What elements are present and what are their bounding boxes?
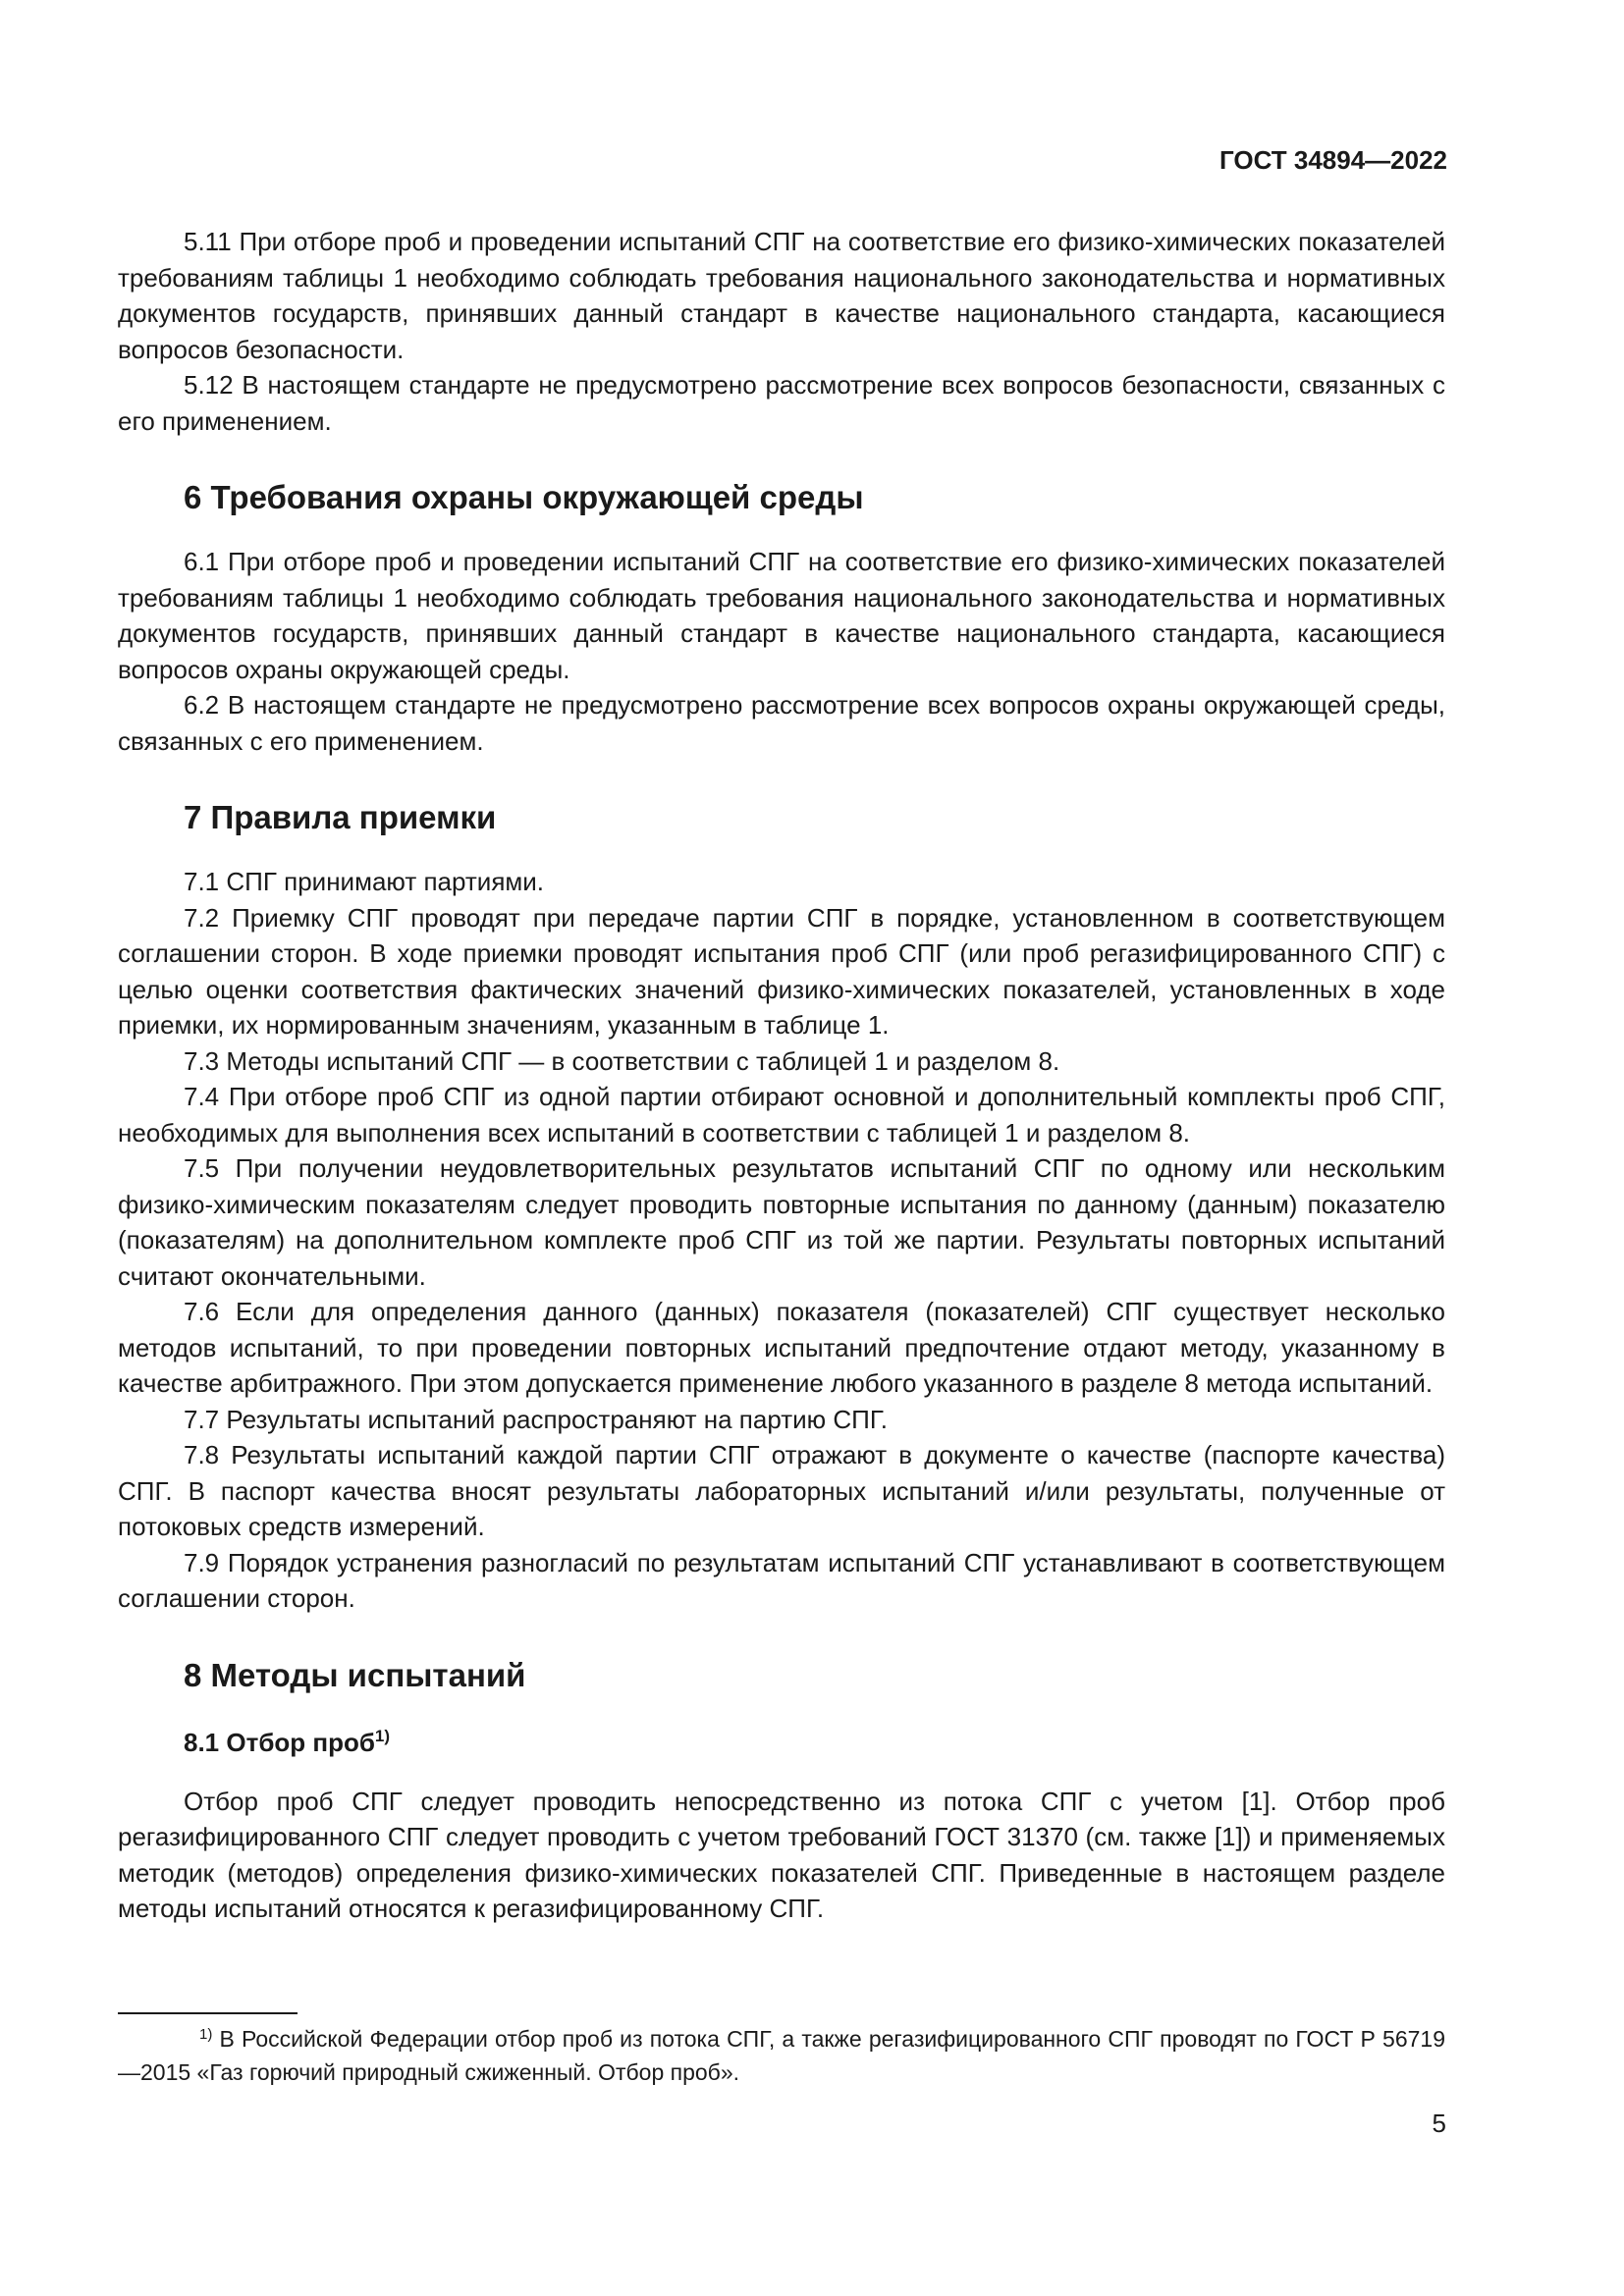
subsection-8-1-title	[118, 1725, 1445, 1760]
subsection-8-1-label: 8.1 Отбор проб	[184, 1727, 375, 1757]
paragraph-8-1: Отбор проб СПГ следует проводить непосредственно из потока СПГ с учетом [1]. Отбор проб регазифицированного СПГ следует проводить с учетом требований ГОСТ 31370 (см. также [1]) и применяемых методик (методов) определения физико-химических показателей СПГ. Приведенные в настоящем разделе методы испытаний относятся к регазифицированному СПГ.	[118, 1786, 1445, 1923]
paragraph-6-2: 6.2 В настоящем стандарте не предусмотрено рассмотрение всех вопросов охраны окружающей среды, связанных с его применением.	[118, 690, 1445, 756]
page-content	[118, 224, 1445, 1927]
footnote-divider	[118, 2012, 298, 2014]
paragraph-7-1: 7.1 СПГ принимают партиями.	[184, 867, 545, 896]
paragraph-7-5: 7.5 При получении неудовлетворительных результатов испытаний СПГ по одному или нескольким физико-химическим показателям следует проводить повторные испытания по данному (данным) показателю (показателям) на дополнительном комплекте проб СПГ из той же партии. Результаты повторных испытаний считают окончательными.	[118, 1153, 1445, 1291]
paragraph-7-2: 7.2 Приемку СПГ проводят при передаче партии СПГ в порядке, установленном в соответствующем соглашении сторон. В ходе приемки проводят испытания проб СПГ (или проб регазифицированного СПГ) с целью оценки соответствия фактических значений физико-химических показателей, установленных в ходе приемки, их нормированным значениям, указанным в таблице 1.	[118, 902, 1445, 1040]
paragraph-7-9: 7.9 Порядок устранения разногласий по результатам испытаний СПГ устанавливают в соответствующем соглашении сторон.	[118, 1547, 1445, 1613]
paragraph-7-7: 7.7 Результаты испытаний распространяют на партию СПГ.	[184, 1404, 888, 1434]
page-number: 5	[1432, 2109, 1446, 2138]
paragraph-7-6: 7.6 Если для определения данного (данных) показателя (показателей) СПГ существует несколько методов испытаний, то при проведении повторных испытаний предпочтение отдают методу, указанному в качестве арбитражного. При этом допускается применение любого указанного в разделе 8 метода испытаний.	[118, 1297, 1445, 1398]
footnote-text: В Российской Федерации отбор проб из потока СПГ, а также регазифицированного СПГ проводят по ГОСТ Р 56719—2015 «Газ горючий природный сжиженный. Отбор проб».	[118, 2026, 1445, 2085]
section-6-title: 6 Требования охраны окружающей среды	[184, 479, 864, 515]
paragraph-5-12: 5.12 В настоящем стандарте не предусмотрено рассмотрение всех вопросов безопасности, связанных с его применением.	[118, 370, 1445, 436]
paragraph-5-11: 5.11 При отборе проб и проведении испытаний СПГ на соответствие его физико-химических показателей требованиям таблицы 1 необходимо соблюдать требования национального законодательства и нормативных документов государств, принявших данный стандарт в качестве национального стандарта, касающиеся вопросов безопасности.	[118, 227, 1445, 364]
document-header: ГОСТ 34894—2022	[1219, 145, 1447, 175]
paragraph-7-4: 7.4 При отборе проб СПГ из одной партии отбирают основной и дополнительный комплекты проб СПГ, необходимых для выполнения всех испытаний в соответствии с таблицей 1 и разделом 8.	[118, 1082, 1445, 1148]
footnote-ref[interactable]: 1)	[374, 1726, 391, 1745]
section-7-title: 7 Правила приемки	[184, 799, 497, 835]
paragraph-7-3: 7.3 Методы испытаний СПГ — в соответствии с таблицей 1 и разделом 8.	[184, 1045, 1060, 1076]
paragraph-7-8: 7.8 Результаты испытаний каждой партии СПГ отражают в документе о качестве (паспорте качества) СПГ. В паспорт качества вносят результаты лабораторных испытаний и/или результаты, полученные от потоковых средств измерений.	[118, 1440, 1445, 1541]
paragraph-6-1: 6.1 При отборе проб и проведении испытаний СПГ на соответствие его физико-химических показателей требованиям таблицы 1 необходимо соблюдать требования национального законодательства и нормативных документов государств, принявших данный стандарт в качестве национального стандарта, касающиеся вопросов охраны окружающей среды.	[118, 547, 1445, 684]
footnote	[118, 2022, 1445, 2089]
footnote-marker: 1)	[199, 2026, 213, 2043]
section-8-title: 8 Методы испытаний	[184, 1656, 526, 1693]
